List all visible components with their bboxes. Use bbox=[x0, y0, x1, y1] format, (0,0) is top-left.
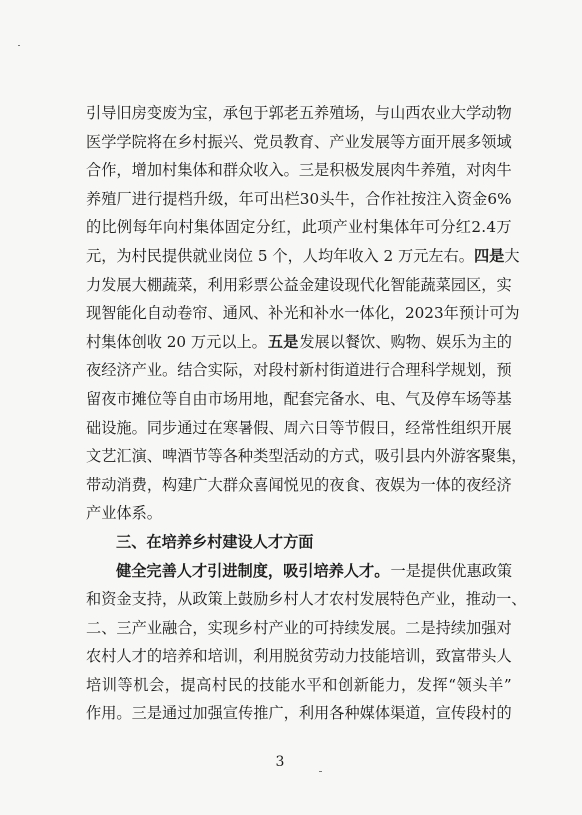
text-line: 的 比 例 每 年 向 村 集 体 固 定 分 红 ， 此 项 产 业 村 集 体 年 可 分 红 2 . 4 万 bbox=[86, 218, 512, 237]
text-line bbox=[86, 242, 520, 271]
bold-lead: 健全完善人才引进制度，吸引培养人才。 bbox=[116, 561, 390, 580]
text-segment: 一是提供优惠政策 bbox=[390, 561, 512, 580]
text-line: 农 村 人 才 的 培 养 和 培 训 ， 利 用 脱 贫 劳 动 力 技 能 培 训 ， 致 富 带 头 人 bbox=[86, 647, 512, 666]
text-line bbox=[86, 557, 512, 586]
text-line: 合 作 ， 增 加 村 集 体 和 群 众 收 入 。 三 是 积 极 发 展 肉 牛 养 殖 ， 对 肉 牛 bbox=[86, 161, 512, 180]
text-segment: 大 bbox=[504, 246, 520, 265]
text-line: 养 殖 厂 进 行 提 档 升 级 ， 年 可 出 栏 3 0 头 牛 ， 合 作 社 按 注 入 资 金 6 % bbox=[86, 189, 512, 208]
text-line: 现 智 能 化 自 动 卷 帘 、 通 风 、 补 光 和 补 水 一 体 化 ， 2 0 2 3 年 预 计 可 为 bbox=[86, 304, 520, 323]
text-line: 留 夜 市 摊 位 等 自 由 市 场 用 地 ， 配 套 完 备 水 、 电 、 气 及 停 车 场 等 基 bbox=[86, 389, 512, 408]
scan-speck bbox=[18, 45, 20, 46]
text-line: 文 艺 汇 演 、 啤 酒 节 等 各 种 类 型 活 动 的 方 式 ， 吸 引 县 内 外 游 客 聚 集 ， bbox=[86, 447, 527, 466]
text-line: 和 资 金 支 持 ， 从 政 策 上 鼓 励 乡 村 人 才 农 村 发 展 特 色 产 业 ， 推 动 一 、 bbox=[86, 590, 527, 609]
text-line: 医 学 学 院 将 在 乡 村 振 兴 、 党 员 教 育 、 产 业 发 展 等 方 面 开 展 多 领 域 bbox=[86, 132, 512, 151]
text-line: 夜 经 济 产 业 。 结 合 实 际 ， 对 段 村 新 村 街 道 进 行 合 理 科 学 规 划 ， 预 bbox=[86, 361, 512, 380]
body-text bbox=[86, 99, 527, 728]
text-line: 二 、 三 产 业 融 合 ， 实 现 乡 村 产 业 的 可 持 续 发 展 。 二 是 持 续 加 强 对 bbox=[86, 618, 512, 637]
bold-lead: 四是 bbox=[473, 246, 505, 265]
bold-lead: 五是 bbox=[267, 332, 299, 351]
text-line: 础 设 施 。 同 步 通 过 在 寒 暑 假 、 周 六 日 等 节 假 日 ， 经 常 性 组 织 开 展 bbox=[86, 418, 512, 437]
page-number: 3 bbox=[275, 754, 285, 770]
text-line: 作 用 。 三 是 通 过 加 强 宣 传 推 广 ， 利 用 各 种 媒 体 渠 道 ， 宣 传 段 村 的 bbox=[86, 704, 512, 723]
text-line: 力 发 展 大 棚 蔬 菜 ， 利 用 彩 票 公 益 金 建 设 现 代 化 智 能 蔬 菜 园 区 ， 实 bbox=[86, 275, 512, 294]
text-segment: 村集体创收 20 万元以上。 bbox=[86, 332, 267, 351]
text-segment: 发展以餐饮、购物、娱乐为主的 bbox=[299, 332, 512, 351]
text-line: 产业体系。 bbox=[86, 504, 162, 523]
text-segment bbox=[474, 242, 520, 271]
scan-speck bbox=[319, 771, 322, 772]
text-segment: 元，为村民提供就业岗位 5 个，人均年收入 2 万元左右。 bbox=[86, 246, 474, 265]
text-line: 培 训 等 机 会 ， 提 高 村 民 的 技 能 水 平 和 创 新 能 力 ， 发 挥 “ 领 头 羊 ” bbox=[86, 675, 512, 694]
text-line: 带 动 消 费 ， 构 建 广 大 群 众 喜 闻 悦 见 的 夜 食 、 夜 娱 为 一 体 的 夜 经 济 bbox=[86, 475, 512, 494]
text-line: 引 导 旧 房 变 废 为 宝 ， 承 包 于 郭 老 五 养 殖 场 ， 与 山 西 农 业 大 学 动 物 bbox=[86, 104, 512, 122]
text-line bbox=[86, 328, 512, 357]
section-heading: 三、在培养乡村建设人才方面 bbox=[116, 532, 314, 551]
